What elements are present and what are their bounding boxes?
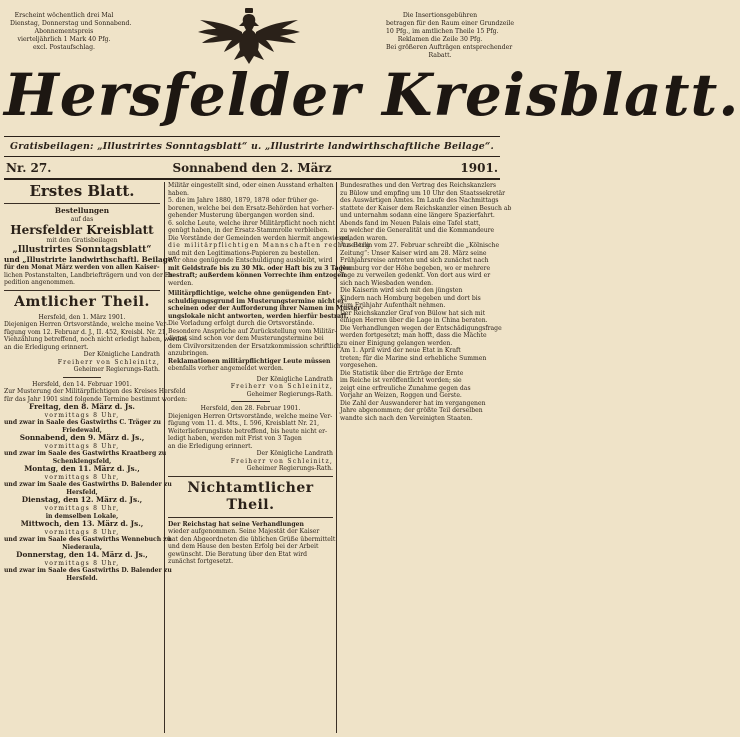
- text-line: zu einer Einigung gelangen werden.: [340, 339, 453, 347]
- text-line: für das Jahr 1901 sind folgende Termine bestimmt worden:: [4, 395, 188, 403]
- issue-number: Nr. 27.: [6, 161, 52, 175]
- text-line: Wer ohne genügende Entschuldigung ausbleibt, wird: [168, 257, 333, 264]
- text-line: fügung vom 12. Februar d. J., II. 452, Kreisbl. Nr. 21,: [4, 328, 168, 336]
- text-line: genügt haben, in der Ersatz-Stammrolle verbleiben.: [168, 227, 330, 234]
- signature-line: Der Königliche Landrath: [256, 450, 333, 457]
- text-line: zunächst fortgesetzt.: [168, 558, 234, 565]
- location-line: in demselben Lokale,: [45, 512, 119, 520]
- text-line: mit Geldstrafe bis zu 30 Mk. oder Haft bis zu 3 Tagen: [168, 264, 352, 272]
- text-line: hat den Abgeordneten die üblichen Grüße übermittelt: [168, 535, 336, 543]
- location-line: Schenklengsfeld,: [52, 457, 112, 465]
- notice-line: Die Insertionsgebühren: [402, 12, 478, 19]
- issue-year: 1901.: [460, 161, 498, 175]
- location-line: und zwar im Saale des Gastwirths Kraatberg zu: [4, 450, 167, 458]
- text-line: dem Civilvorsitzenden der Ersatzkommission schriftlich: [168, 342, 341, 350]
- text-line: borenen, welche bei den Ersatz-Behörden hat vorher-: [168, 204, 335, 212]
- text-line: werden fortgesetzt; man hofft, dass die Mächte: [340, 332, 487, 339]
- location-line: und zwar im Saale des Gastwirths D. Balender zu: [4, 481, 172, 489]
- text-line: gewünscht. Die Beratung über den Etat wird: [168, 550, 308, 558]
- text-line: Hersfeld, den 1. März 1901.: [38, 313, 126, 321]
- text-line: zu welcher die Generalität und die Kommandeure: [340, 227, 495, 234]
- time-line: vormittags 8 Uhr,: [44, 528, 120, 536]
- divider: [4, 156, 500, 157]
- text-line: Am 1. April wird der neue Etat in Kraft: [340, 347, 461, 354]
- text-line: Homburg vor der Höhe begeben, wo er mehrere: [340, 264, 491, 272]
- date-line: Montag, den 11. März d. Js.,: [24, 464, 140, 474]
- text-line: Die Zahl der Auswanderer hat im vergangenen: [340, 399, 486, 407]
- text-line: geladen waren.: [340, 234, 388, 242]
- text-line: stattete der Kaiser dem Reichskanzler einen Besuch ab: [340, 204, 512, 212]
- text-line: und unternahm sodann eine längere Spazierfahrt.: [340, 212, 495, 219]
- text-line: Kindern nach Homburg begeben und dort bis: [340, 294, 481, 302]
- text-line: Viehzählung betreffend, noch nicht erledigt haben, werden: [4, 336, 187, 344]
- text-line: Zur Musterung der Militärpflichtigen des Kreises Hersfeld: [4, 388, 186, 396]
- text-line: Militär eingestellt sind, oder einen Ausstand erhalten: [168, 182, 334, 189]
- notice-line: Abonnementspreis: [34, 28, 94, 35]
- newspaper-page: [4, 4, 740, 733]
- text-line: Aus Berlin vom 27. Februar schreibt die „Kölnische: [340, 242, 500, 249]
- text-line: Besondere Ansprüche auf Zurückstellung vom Militär-: [168, 327, 337, 335]
- text-line: scheinen oder der Aufforderung ihrer Namen im Muster-: [168, 305, 364, 312]
- text-line: Vorjahr an Weizen, Roggen und Gerste.: [340, 392, 462, 399]
- notice-line: Erscheint wöchentlich drei Mal: [14, 12, 114, 19]
- text-line: ebenfalls vorher angemeldet werden.: [168, 365, 284, 372]
- column-1: [4, 182, 188, 733]
- divider: [4, 203, 160, 204]
- text-line: anzubringen.: [168, 350, 209, 357]
- notice-line: Rabatt.: [428, 52, 452, 59]
- text-line: Hersfeld, den 28. Februar 1901.: [200, 405, 301, 412]
- notice-line: Dienstag, Donnerstag und Sonnabend.: [10, 20, 132, 27]
- date-line: Mittwoch, den 13. März d. Js.,: [20, 519, 144, 529]
- time-line: vormittags 8 Uhr,: [44, 442, 120, 450]
- location-line: und zwar im Saale des Gastwirths D. Balender zu: [4, 567, 172, 575]
- text-line: 5. die im Jahre 1880, 1879, 1878 oder früher ge-: [168, 197, 319, 204]
- signature-line: Geheimer Regierungs-Rath.: [73, 366, 160, 374]
- notice-line: vierteljährlich 1 Mark 40 Pfg.: [17, 36, 111, 43]
- divider: [168, 517, 333, 518]
- with-line: mit den Gratisbeilagen: [46, 237, 118, 245]
- text-line: haben.: [168, 189, 189, 197]
- divider: [168, 476, 333, 477]
- notice-line: Reklamen die Zeile 30 Pfg.: [397, 36, 483, 43]
- text-line: Der Reichskanzler Graf von Bülow hat sich mit: [340, 309, 486, 317]
- text-line: Abends fand im Neuen Palais eine Tafel statt,: [340, 219, 481, 227]
- issue-line: [4, 161, 500, 177]
- text-line: Zeitung“: Unser Kaiser wird am 28. März seine: [340, 249, 487, 257]
- text-line: wieder aufgenommen. Seine Majestät der Kaiser: [168, 528, 320, 535]
- text-line: bestraft; außerdem können Vorrechte ihm entzogen: [168, 272, 346, 279]
- divider: [231, 401, 271, 402]
- subscription-notice: [10, 12, 132, 52]
- signature-line: Der Königliche Landrath: [83, 351, 160, 359]
- text-line: Hersfeld, den 14. Februar 1901.: [32, 380, 132, 388]
- text-line: sich nach Wiesbaden wenden.: [340, 279, 434, 287]
- text-line: Die Vorstände der Gemeinden werden hiermit angewiesen,: [168, 234, 351, 242]
- text-line: an die Erledigung erinnert.: [168, 442, 253, 450]
- location-line: Friedewald,: [62, 426, 102, 434]
- signature-line: Freiherr von Schleinitz,: [230, 383, 333, 390]
- supplement-name: und „Illustrirte landwirthschaftl. Beilage“: [4, 254, 177, 264]
- location-line: und zwar in Saale des Gastwirths C. Träger zu: [4, 419, 161, 427]
- signature-line: Geheimer Regierungs-Rath.: [246, 465, 333, 472]
- text-line: Reklamationen militärpflichtiger Leute müssen: [168, 357, 331, 365]
- text-line: schuldigungsgrund im Musterungstermine nicht er-: [168, 297, 347, 305]
- text-line: treten; für die Marine sind erhebliche Summen: [340, 354, 487, 362]
- text-line: 6. solche Leute, welche ihrer Militärpflicht noch nicht: [168, 219, 336, 227]
- location-line: und zwar im Saale des Gastwirths Wennebuch zu: [4, 536, 172, 544]
- text-line: lichen Postanstalten, Landbriefträgern und von der Ex-: [4, 271, 175, 279]
- supplement-name: „Illustrirtes Sonntagsblatt“: [12, 244, 152, 255]
- text-line: Frühjahrsreise antreten und sich zunächst nach: [340, 257, 489, 264]
- date-line: Freitag, den 8. März d. Js.: [29, 402, 135, 412]
- date-line: Donnerstag, den 14. März d. Js.,: [16, 550, 148, 560]
- newspaper-title: Hersfelder Kreisblatt.: [4, 61, 740, 129]
- text-line: zum Frühjahr Aufenthalt nehmen.: [340, 302, 446, 309]
- text-line: Die Kaiserin wird sich mit den jüngsten: [340, 287, 463, 294]
- divider: [4, 290, 160, 291]
- divider: [4, 136, 500, 137]
- signature-line: Freiherr von Schleinitz,: [230, 457, 333, 465]
- order-line: auf das: [70, 215, 94, 223]
- text-line: Die Verhandlungen wegen der Entschädigungsfrage: [340, 324, 502, 332]
- text-line: Jahre abgenommen; der größte Teil derselben: [340, 407, 483, 414]
- text-line: wandte sich nach den Vereinigten Staaten.: [340, 414, 473, 422]
- section-heading: Amtlicher Theil.: [14, 293, 150, 310]
- masthead: [4, 4, 740, 179]
- text-line: und mit den Legitimations-Papieren zu bestellen.: [168, 249, 321, 257]
- month-line: für den Monat März werden von allen Kaiser-: [4, 264, 160, 272]
- text-line: Der Reichstag hat seine Verhandlungen: [168, 520, 304, 528]
- text-line: Die Statistik über die Erträge der Ernte: [340, 369, 464, 377]
- location-line: Hersfeld,: [66, 488, 98, 496]
- supplements-line: Gratisbeilagen: „Illustrirtes Sonntagsblatt“ u. „Illustrirte landwirthschaftliche Beilage“.: [10, 141, 494, 152]
- notice-line: excl. Postaufschlag.: [32, 44, 95, 51]
- text-line: zeigt eine erfreuliche Zunahme gegen das: [340, 384, 471, 392]
- column-rule: [164, 182, 165, 733]
- text-line: Die Vorladung erfolgt durch die Ortsvorstände.: [168, 320, 315, 327]
- signature-line: Geheimer Regierungs-Rath.: [246, 390, 333, 398]
- text-line: des Auswärtigen Amtes. Im Laufe des Nachmittags: [340, 197, 499, 204]
- paper-name: Hersfelder Kreisblatt: [10, 223, 154, 238]
- divider: [4, 178, 500, 180]
- issue-date: Sonnabend den 2. März: [172, 161, 332, 175]
- text-line: und dem Hause den besten Erfolg bei der Arbeit: [168, 543, 319, 550]
- text-line: dienst sind schon vor dem Musterungstermine bei: [168, 335, 324, 342]
- text-line: Bundesrathes und den Vertrag des Reichskanzlers: [340, 182, 497, 189]
- signature-line: Freiherr von Schleinitz,: [57, 358, 160, 366]
- text-line: Diejenigen Herren Ortsvorstände, welche meine Ver-: [168, 412, 333, 420]
- order-line: Bestellungen: [54, 206, 110, 215]
- text-line: an die Erledigung erinnert.: [4, 343, 89, 351]
- text-line: fügung vom 11. d. Mts., I. 596, Kreisblatt Nr. 21,: [168, 420, 320, 427]
- text-line: Militärpflichtige, welche ohne genügenden Ent-: [168, 290, 332, 297]
- time-line: vormittags 8 Uhr,: [44, 411, 120, 419]
- section-heading: Erstes Blatt.: [29, 182, 135, 200]
- column-3: [340, 182, 512, 733]
- text-line: Weiterlieferungsliste betreffend, bis heute nicht er-: [168, 427, 328, 435]
- text-line: im Reiche ist veröffentlicht worden; sie: [340, 377, 462, 384]
- location-line: Hersfeld.: [66, 574, 98, 582]
- time-line: vormittags 8 Uhr,: [44, 473, 120, 481]
- signature-line: Der Königliche Landrath: [256, 375, 333, 383]
- notice-line: betragen für den Raum einer Grundzeile: [386, 20, 514, 27]
- text-line: einigen Herren über die Lage in China beraten.: [340, 317, 488, 324]
- text-line: gehender Musterung übergangen worden sind.: [168, 212, 315, 219]
- text-line: die militärpflichtigen Mannschaften rechtzeitig: [168, 242, 371, 249]
- imperial-eagle-icon: [194, 8, 304, 66]
- notice-line: Bei größeren Aufträgen entsprechender: [386, 44, 513, 51]
- text-line: zu Bülow und empfing um 10 Uhr den Staatssekretär: [340, 189, 506, 197]
- text-line: ungslokale nicht antworten, werden hierfür bestraft.: [168, 312, 349, 320]
- text-line: werden.: [168, 279, 194, 287]
- section-heading: Nichtamtlicher Theil.: [187, 479, 314, 513]
- date-line: Dienstag, den 12. März d. Js.,: [21, 495, 143, 505]
- location-line: Niederaula,: [62, 543, 102, 551]
- notice-line: 10 Pfg., im amtlichen Theile 15 Pfg.: [386, 28, 499, 35]
- text-line: pedition angenommen.: [4, 279, 75, 287]
- text-line: ledigt haben, werden mit Frist von 3 Tagen: [168, 435, 302, 442]
- time-line: vormittags 8 Uhr,: [44, 505, 120, 513]
- text-line: Tage zu verweilen gedenkt. Von dort aus wird er: [340, 272, 491, 279]
- insertion-fees-notice: [386, 12, 514, 60]
- text-line: vorgesehen.: [340, 362, 378, 369]
- text-line: Diejenigen Herren Ortsvorstände, welche meine Ver-: [4, 321, 169, 329]
- date-line: Sonnabend, den 9. März d. Js.,: [19, 433, 145, 443]
- time-line: vormittags 8 Uhr,: [44, 559, 120, 567]
- divider: [63, 377, 100, 378]
